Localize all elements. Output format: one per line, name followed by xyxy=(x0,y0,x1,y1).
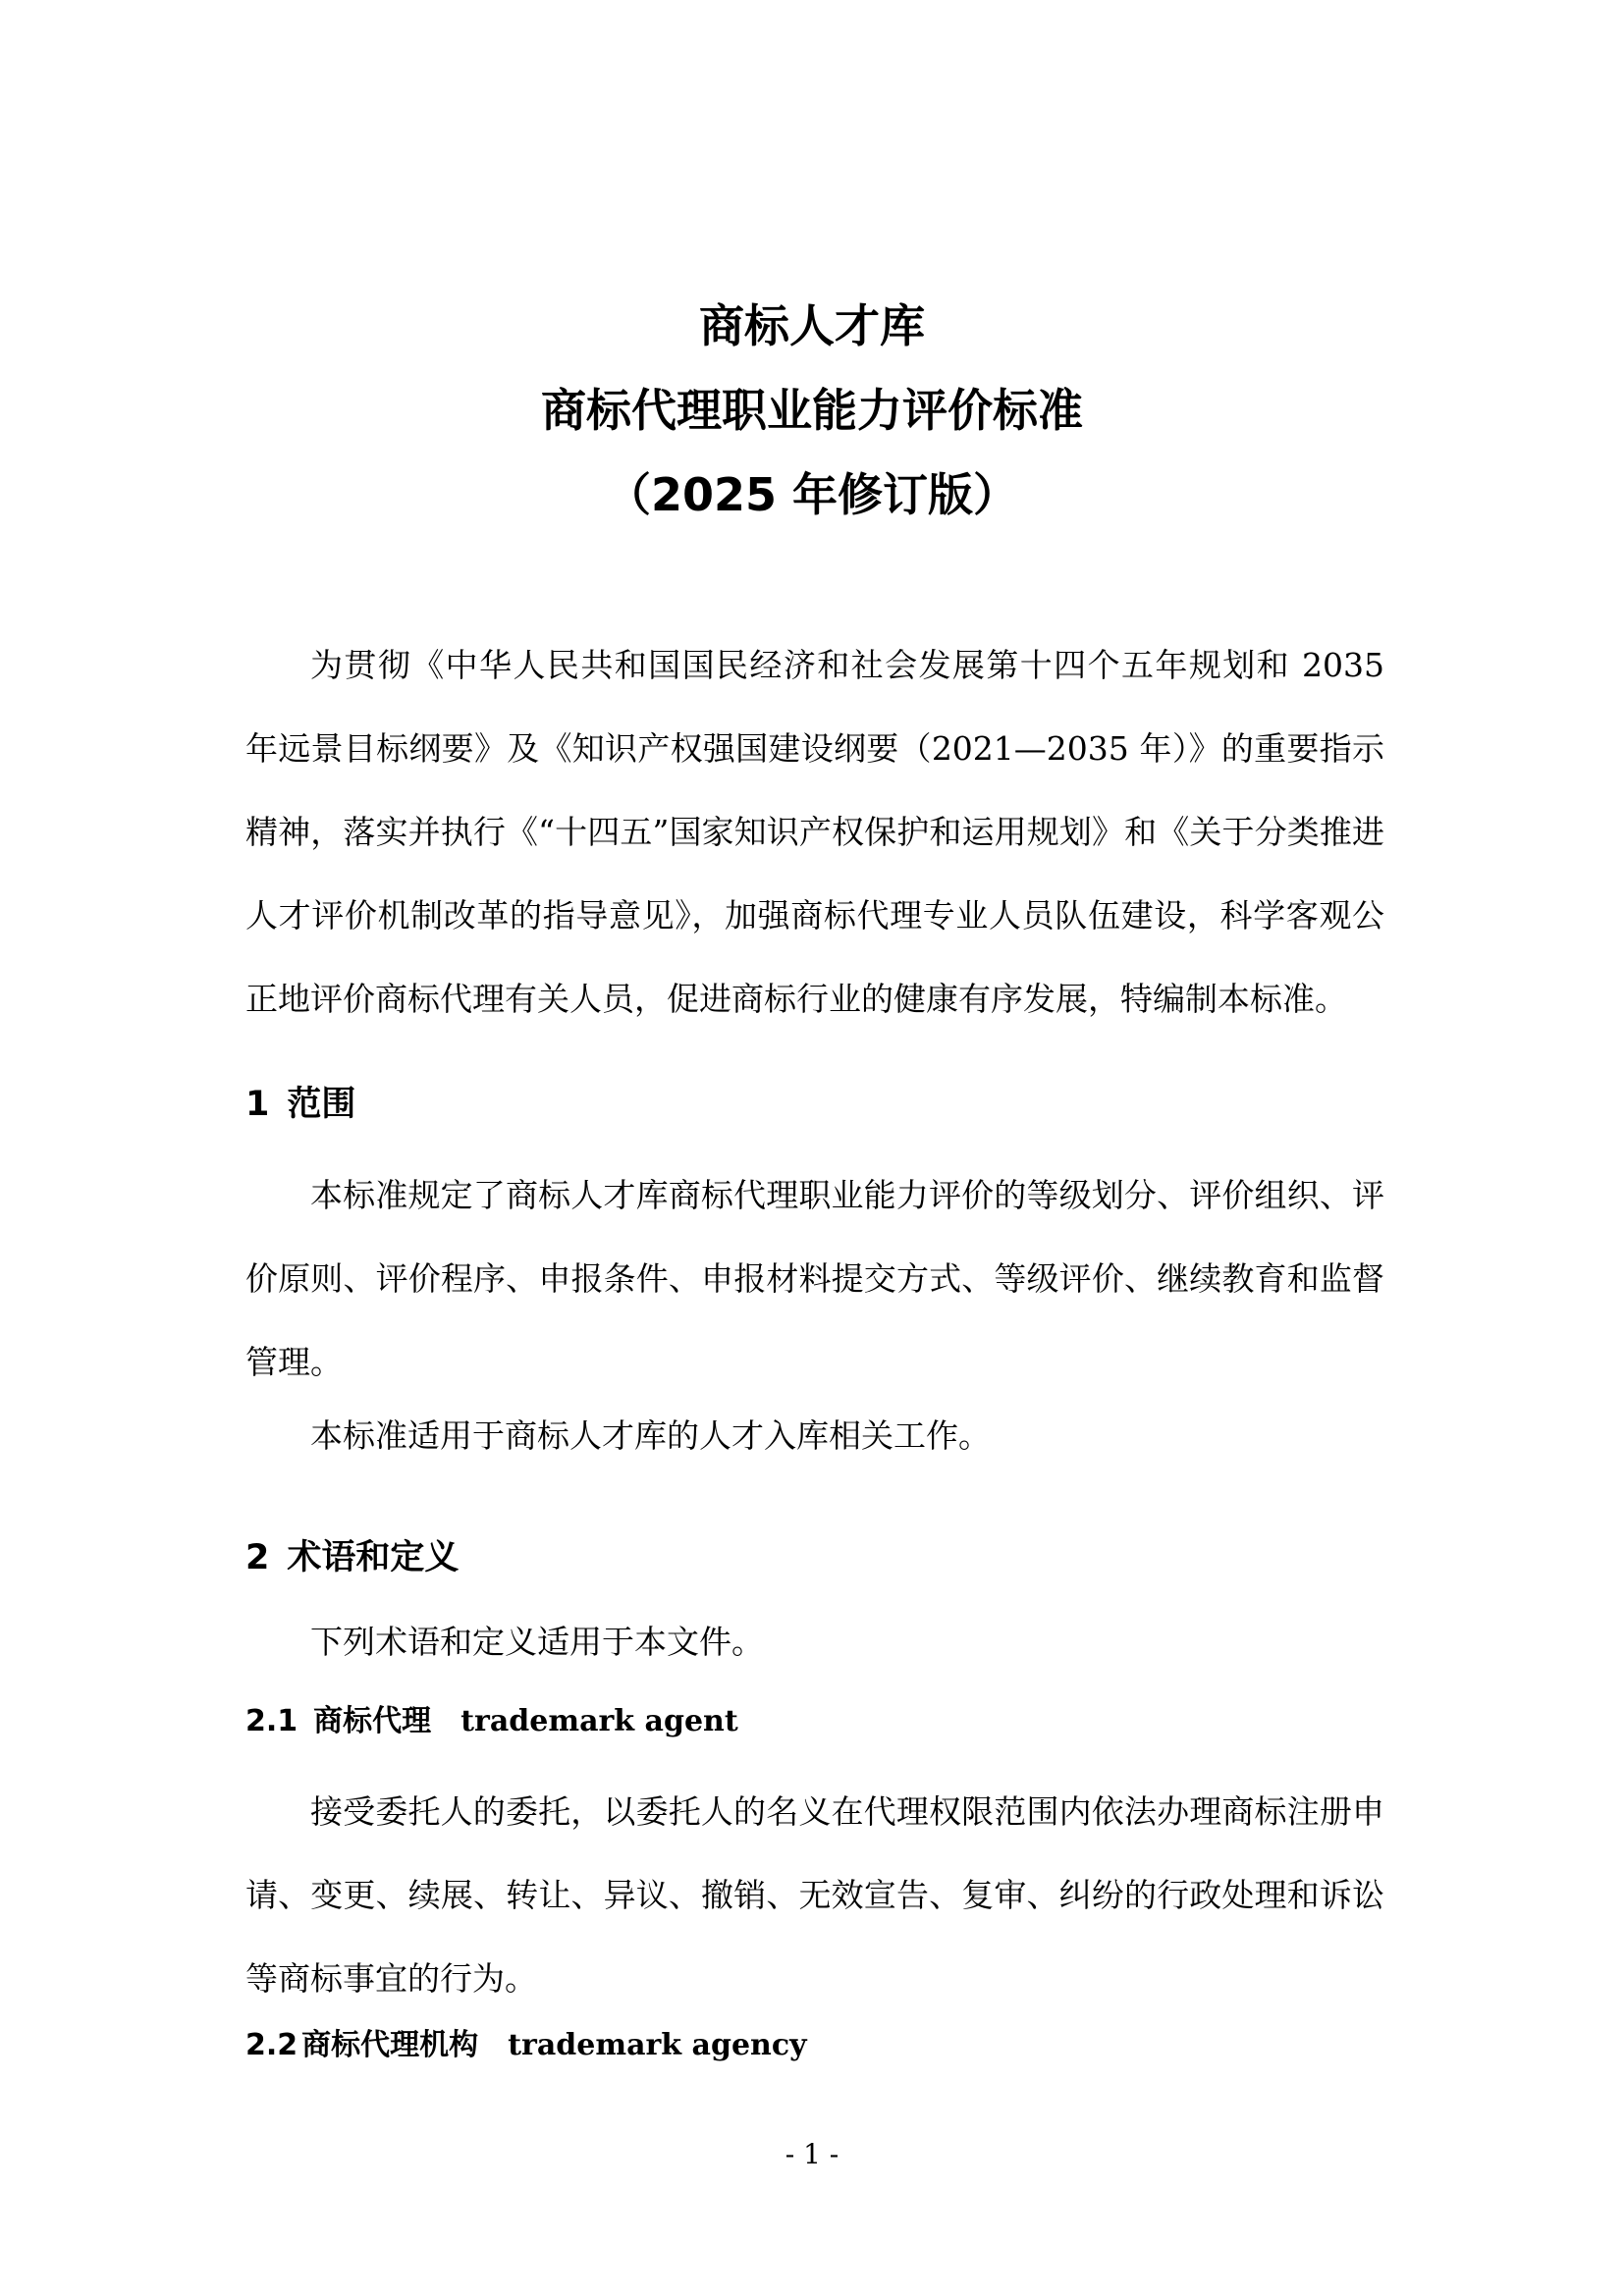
section-1-paragraph-1: 本标准规定了商标人才库商标代理职业能力评价的等级划分、评价组织、评价原则、评价程序、申报条件、申报材料提交方式、等级评价、继续教育和监督管理。 xyxy=(245,1176,1384,1381)
subsection-2-2-title-cn: 商标代理机构 xyxy=(301,2028,479,2062)
subsection-2-2-number: 2.2 xyxy=(245,2028,298,2062)
section-2-heading xyxy=(245,1533,459,1582)
section-1-heading xyxy=(245,1080,355,1129)
section-1-title: 范围 xyxy=(287,1085,356,1124)
section-1-number: 1 xyxy=(245,1085,270,1124)
document-title-line-3: （2025 年修订版） xyxy=(605,468,1019,521)
intro-paragraph: 为贯彻《中华人民共和国国民经济和社会发展第十四个五年规划和 2035 年远景目标纲要》及《知识产权强国建设纲要（2021—2035 年）》的重要指示精神，落实并执行《“十四五”国家知识产权保护和运用规划》和《关于分类推进人才评价机制改革的指导意见》，加强商标代理专业人员队伍建设，科学客观公正地评价商标代理有关人员，促进商标行业的健康有序发展，特编制本标准。 xyxy=(245,646,1384,1018)
page-number: - 1 - xyxy=(785,2138,839,2170)
subsection-2-1-title-en: trademark agent xyxy=(460,1704,738,1738)
subsection-2-2-heading xyxy=(245,2024,807,2067)
subsection-2-2-title-en: trademark agency xyxy=(508,2028,807,2062)
section-2-title: 术语和定义 xyxy=(287,1538,460,1577)
subsection-2-1-heading xyxy=(245,1700,738,1743)
subsection-2-1-body: 接受委托人的委托，以委托人的名义在代理权限范围内依法办理商标注册申请、变更、续展、转让、异议、撤销、无效宣告、复审、纠纷的行政处理和诉讼等商标事宜的行为。 xyxy=(245,1792,1384,1998)
section-1-paragraph-2: 本标准适用于商标人才库的人才入库相关工作。 xyxy=(310,1416,991,1455)
document-title-line-2: 商标代理职业能力评价标准 xyxy=(541,384,1083,437)
section-2-number: 2 xyxy=(245,1538,270,1577)
section-2-intro: 下列术语和定义适用于本文件。 xyxy=(310,1623,764,1661)
subsection-2-1-title-cn: 商标代理 xyxy=(313,1704,432,1738)
subsection-2-1-number: 2.1 xyxy=(245,1704,298,1738)
document-title-line-1: 商标人才库 xyxy=(699,299,925,352)
